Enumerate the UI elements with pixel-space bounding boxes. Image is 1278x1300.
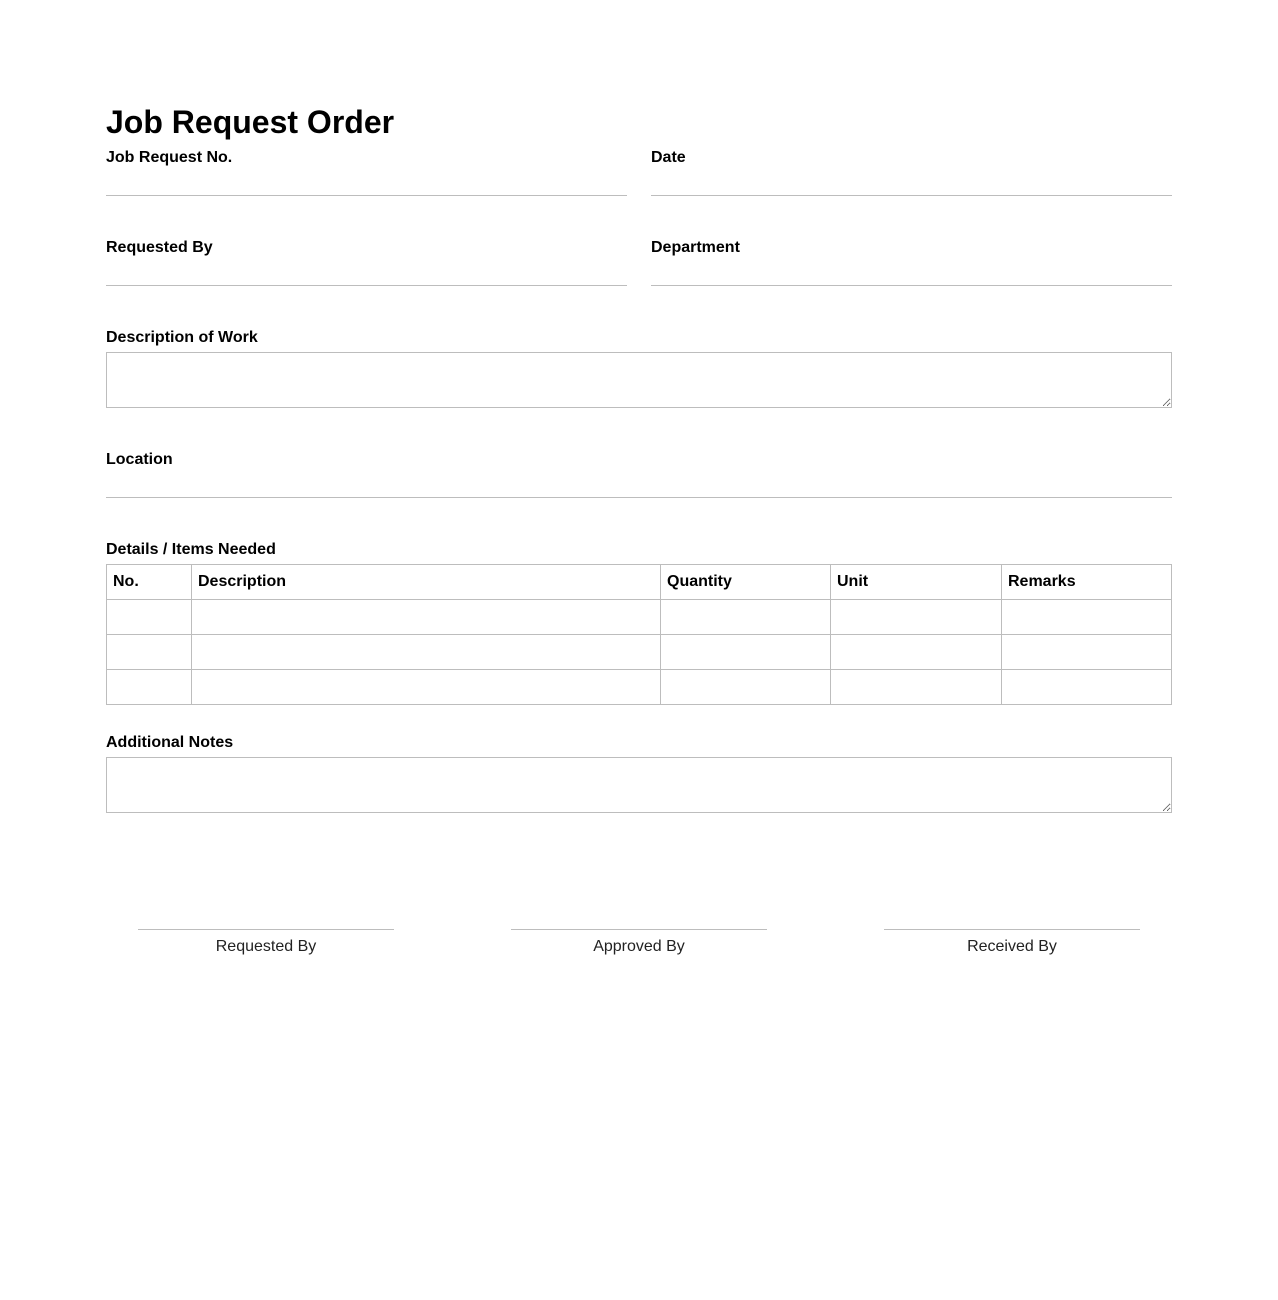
column-header-unit: Unit (831, 565, 1002, 600)
cell[interactable] (107, 670, 192, 705)
cell[interactable] (1002, 600, 1172, 635)
cell[interactable] (831, 670, 1002, 705)
signature-line-received-by (884, 929, 1140, 930)
items-table (106, 564, 1172, 705)
description-of-work-label: Description of Work (106, 329, 258, 346)
cell[interactable] (831, 635, 1002, 670)
job-request-no-label: Job Request No. (106, 149, 233, 166)
additional-notes-label: Additional Notes (106, 734, 234, 751)
table-row (107, 635, 1172, 670)
cell[interactable] (661, 635, 831, 670)
table-row (107, 600, 1172, 635)
table-row (107, 670, 1172, 705)
cell[interactable] (661, 670, 831, 705)
requested-by-input[interactable] (106, 260, 627, 286)
signature-label-approved-by: Approved By (593, 938, 685, 955)
location-input[interactable] (106, 472, 1172, 498)
requested-by-label: Requested By (106, 239, 213, 256)
column-header-description: Description (192, 565, 661, 600)
signature-line-approved-by (511, 929, 767, 930)
cell[interactable] (661, 600, 831, 635)
cell[interactable] (192, 600, 661, 635)
additional-notes-textarea[interactable] (106, 757, 1172, 813)
cell[interactable] (192, 635, 661, 670)
cell[interactable] (107, 635, 192, 670)
column-header-quantity: Quantity (661, 565, 831, 600)
cell[interactable] (192, 670, 661, 705)
location-label: Location (106, 451, 173, 468)
column-header-remarks: Remarks (1002, 565, 1172, 600)
signature-line-requested-by (138, 929, 394, 930)
page-title: Job Request Order (106, 104, 395, 140)
job-request-no-input[interactable] (106, 170, 627, 196)
date-label: Date (651, 149, 686, 166)
description-of-work-textarea[interactable] (106, 352, 1172, 408)
column-header-no: No. (107, 565, 192, 600)
department-input[interactable] (651, 260, 1172, 286)
cell[interactable] (1002, 635, 1172, 670)
signature-label-received-by: Received By (967, 938, 1057, 955)
date-input[interactable] (651, 170, 1172, 196)
table-header-row (107, 565, 1172, 600)
items-label: Details / Items Needed (106, 541, 276, 558)
signature-label-requested-by: Requested By (215, 938, 317, 955)
department-label: Department (651, 239, 740, 256)
cell[interactable] (1002, 670, 1172, 705)
cell[interactable] (831, 600, 1002, 635)
cell[interactable] (107, 600, 192, 635)
